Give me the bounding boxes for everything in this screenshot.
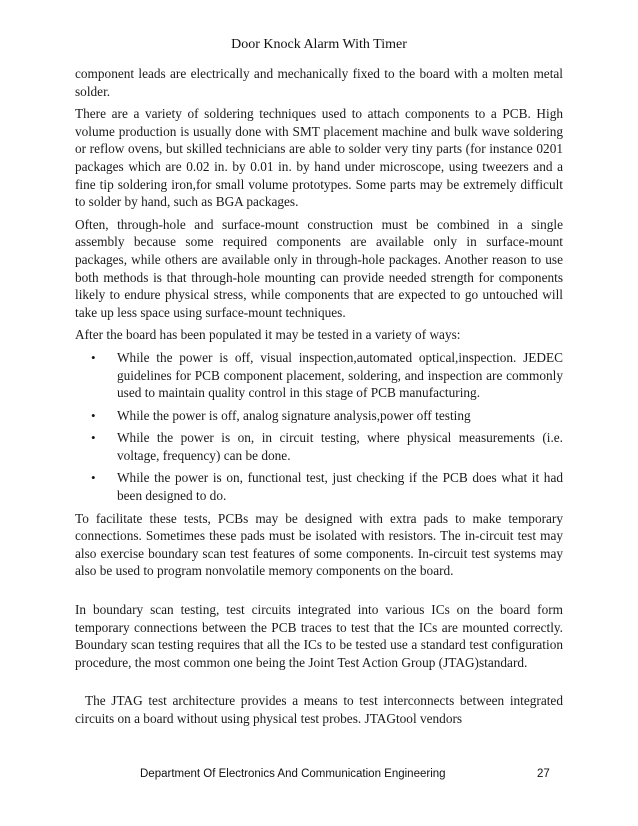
bullet-icon: • <box>91 407 96 423</box>
bullet-icon: • <box>91 349 96 365</box>
paragraph-testing-intro: After the board has been populated it may be tested in a variety of ways: <box>75 327 461 343</box>
paragraph-mixed-construction: Often, through-hole and surface-mount construction must be combined in a single assembly because some required components are available only in surface-mount packages, while others are available only in through-hole packages. Another reason to use both methods is that through-hole mounting can provide needed strength for components likely to endure physical stress, while components that are expected to go untouched will take up less space using surface-mount techniques. <box>75 216 563 320</box>
list-item <box>75 407 563 425</box>
bullet-icon: • <box>91 470 96 486</box>
page-header-title: Door Knock Alarm With Timer <box>231 37 407 52</box>
list-item <box>75 349 563 402</box>
paragraph-test-pads: To facilitate these tests, PCBs may be designed with extra pads to make temporary connections. Sometimes these pads must be isolated with resistors. The in-circuit test may also exercise boundary scan test features of some components. In-circuit test systems may also be used to program nonvolatile memory components on the board. <box>75 510 563 579</box>
paragraph-jtag: The JTAG test architecture provides a means to test interconnects between integrated circuits on a board without using physical test probes. JTAGtool vendors <box>75 693 563 726</box>
list-item-text: While the power is on, in circuit testing, where physical measurements (i.e. voltage, frequency) can be done. <box>117 430 563 463</box>
paragraph-intro: component leads are electrically and mechanically fixed to the board with a molten metal solder. <box>75 66 563 99</box>
paragraph-soldering: There are a variety of soldering techniques used to attach components to a PCB. High volume production is usually done with SMT placement machine and bulk wave soldering or reflow ovens, but skilled technicians are able to solder very tiny parts (for instance 0201 packages which are 0.02 in. by 0.01 in. by hand under microscope, using tweezers and a fine tip soldering iron,for small volume prototypes. Some parts may be extremely difficult to solder by hand, such as BGA packages. <box>75 106 563 210</box>
list-item-text: While the power is off, visual inspection,automated optical,inspection. JEDEC guidelines for PCB component placement, soldering, and inspection are commonly used to maintain quality control in this stage of PCB manufacturing. <box>117 349 563 401</box>
list-item <box>75 469 563 504</box>
paragraph-boundary-scan: In boundary scan testing, test circuits integrated into various ICs on the board form temporary connections between the PCB traces to test that the ICs are mounted correctly. Boundary scan testing requires that all the ICs to be tested use a standard test configuration procedure, the most common one being the Joint Test Action Group (JTAG)standard. <box>75 602 563 670</box>
footer-department: Department Of Electronics And Communication Engineering <box>140 768 446 780</box>
page-number: 27 <box>537 768 550 780</box>
bullet-icon: • <box>91 430 96 446</box>
page-body <box>75 65 563 733</box>
list-item-text: While the power is on, functional test, just checking if the PCB does what it had been designed to do. <box>117 470 563 504</box>
list-item-text: While the power is off, analog signature analysis,power off testing <box>117 407 471 423</box>
list-item <box>75 429 563 464</box>
testing-methods-list <box>75 349 563 505</box>
